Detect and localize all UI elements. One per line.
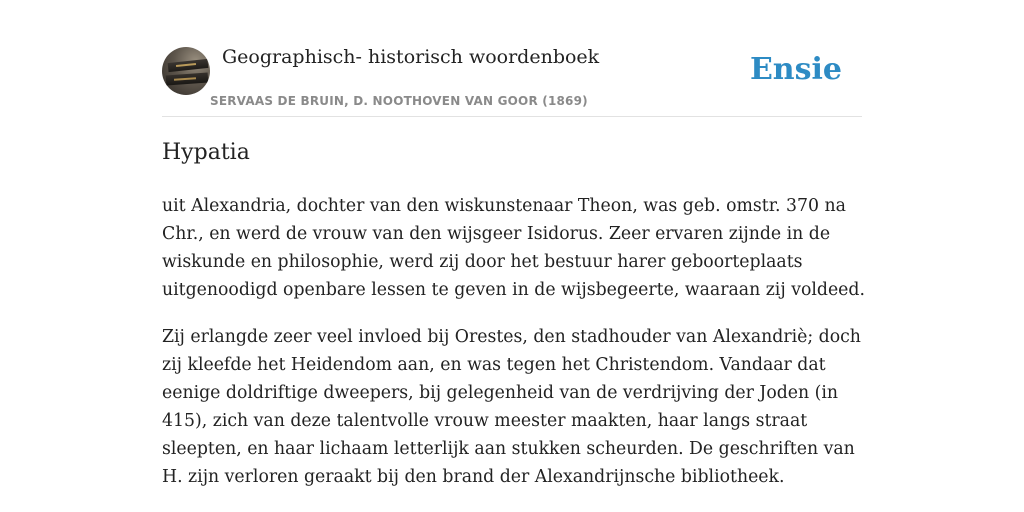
article-paragraph: uit Alexandria, dochter van den wiskunstenaar Theon, was geb. omstr. 370 na Chr., en werd de vrouw van den wijsgeer Isidorus. Zeer ervaren zijnde in de wiskunde en philosophie, werd zij door het bestuur harer geboorteplaats uitgenoodigd openbare lessen te geven in de wijsbegeerte, waaraan zij voldeed. xyxy=(162,196,865,300)
book-header xyxy=(162,40,862,117)
article-body xyxy=(162,192,867,510)
book-cover-thumbnail[interactable] xyxy=(162,47,210,95)
book-title-link[interactable]: Geographisch- historisch woordenboek xyxy=(222,46,600,68)
article-paragraph: Zij erlangde zeer veel invloed bij Orestes, den stadhouder van Alexandriè; doch zij kleefde het Heidendom aan, en was tegen het Christendom. Vandaar dat eenige doldriftige dweepers, bij gelegenheid van de verdrijving der Joden (in 415), zich van deze talentvolle vrouw meester maakten, haar langs straat sleepten, en haar lichaam letterlijk aan stukken scheurden. De geschriften van H. zijn verloren geraakt bij den brand der Alexandrijnsche bibliotheek. xyxy=(162,327,861,487)
book-authors-year: SERVAAS DE BRUIN, D. NOOTHOVEN VAN GOOR (1869) xyxy=(210,94,588,108)
article-title: Hypatia xyxy=(162,140,250,165)
ensie-logo[interactable]: Ensie xyxy=(749,52,842,87)
